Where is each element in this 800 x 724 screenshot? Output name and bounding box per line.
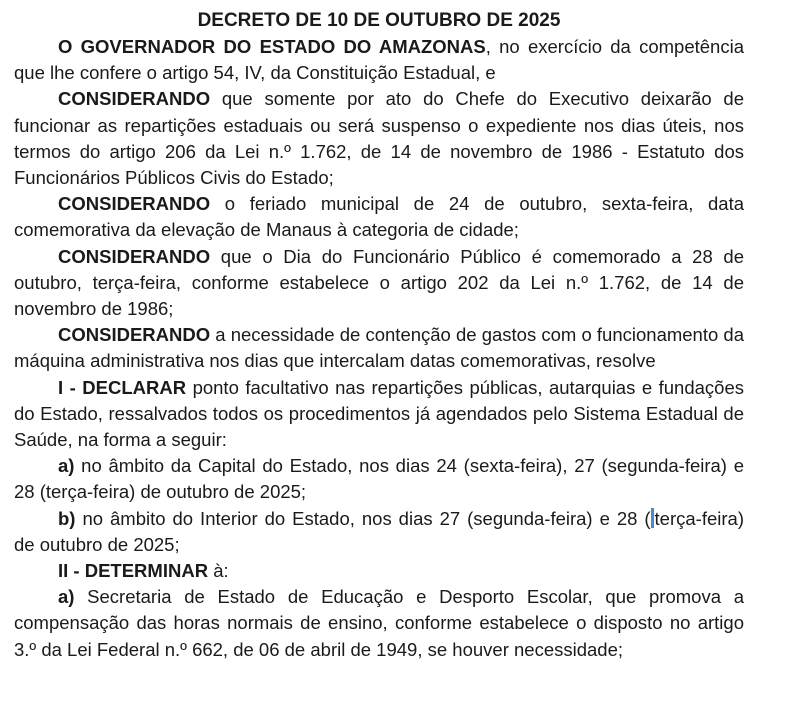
considerando-label: CONSIDERANDO — [58, 88, 211, 110]
considerando-paragraph — [14, 322, 744, 374]
intro-paragraph — [14, 34, 744, 86]
article-1-item-a — [14, 453, 744, 505]
article-1-text: ponto facultativo nas repartições públicas, autarquias e fundações do Estado, ressalvados todos os procedimentos já agendados pelo Sistema Estadual de Saúde, na forma a seguir: — [14, 376, 744, 451]
decree-title: DECRETO DE 10 DE OUTUBRO DE 2025 — [197, 10, 561, 31]
considerando-paragraph — [14, 191, 744, 243]
article-2-item-a — [14, 584, 744, 663]
considerando-paragraph — [14, 244, 744, 323]
considerando-paragraph — [14, 86, 744, 191]
article-1-paragraph — [14, 375, 744, 454]
considerando-text: que o Dia do Funcionário Público é comemorado a 28 de outubro, terça-feira, conforme estabelece o artigo 202 da Lei n.º 1.762, de 14 de novembro de 1986; — [14, 245, 744, 320]
article-1-item-b — [14, 506, 744, 558]
considerando-label: CONSIDERANDO — [58, 193, 211, 215]
intro-text: , no exercício da competência que lhe confere o artigo 54, IV, da Constituição Estadual, e — [14, 36, 744, 84]
item-text: no âmbito do Interior do Estado, nos dias 27 (segunda-feira) e 28 ( — [75, 507, 651, 529]
article-2-paragraph — [14, 558, 744, 584]
article-2-heading: II - DETERMINAR — [58, 560, 209, 582]
considerando-text: o feriado municipal de 24 de outubro, sexta-feira, data comemorativa da elevação de Manaus à categoria de cidade; — [14, 193, 744, 241]
considerando-text: que somente por ato do Chefe do Executivo deixarão de funcionar as repartições estaduais ou será suspenso o expediente nos dias úteis, nos termos do artigo 206 da Lei n.º 1.762, de 14 de novembro de 1986 - Estatuto dos Funcionários Públicos Civis do Estado; — [14, 88, 744, 189]
considerando-label: CONSIDERANDO — [58, 245, 211, 267]
item-letter: b) — [58, 507, 76, 529]
article-2-text: à: — [208, 560, 229, 582]
considerando-text: a necessidade de contenção de gastos com o funcionamento da máquina administrativa nos dias que intercalam datas comemorativas, resolve — [14, 324, 744, 372]
article-1-heading: I - DECLARAR — [58, 376, 187, 398]
governor-heading: O GOVERNADOR DO ESTADO DO AMAZONAS — [58, 36, 486, 57]
item-letter: a) — [58, 586, 75, 608]
considerando-label: CONSIDERANDO — [58, 324, 211, 346]
item-text: Secretaria de Estado de Educação e Desporto Escolar, que promova a compensação das horas normais de ensino, conforme estabelece o disposto no artigo 3.º da Lei Federal n.º 662, de 06 de abril de 1949, se houver necessidade; — [14, 586, 744, 660]
item-text: no âmbito da Capital do Estado, nos dias 24 (sexta-feira), 27 (segunda-feira) e 28 (terça-feira) de outubro de 2025; — [14, 455, 744, 503]
text-cursor — [651, 508, 654, 528]
item-text-continued: terça-feira) de outubro de 2025; — [14, 507, 744, 555]
item-letter: a) — [58, 455, 75, 477]
